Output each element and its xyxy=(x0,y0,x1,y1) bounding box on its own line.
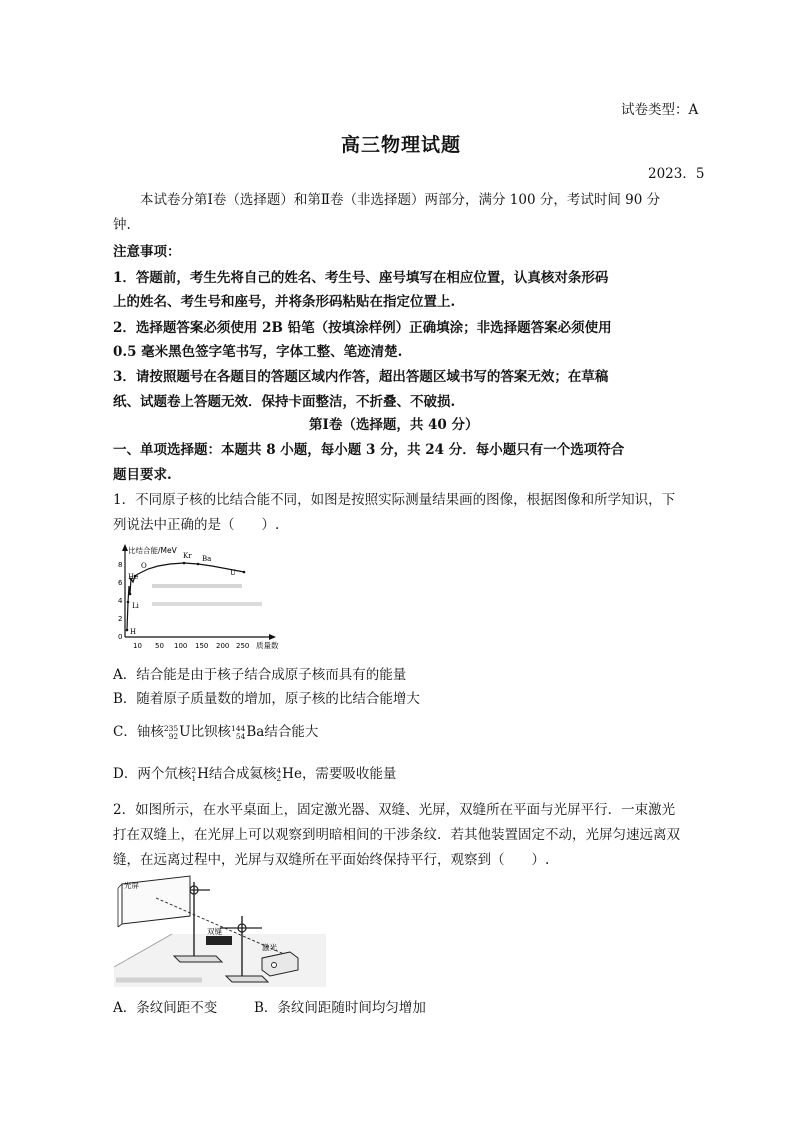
screen-label: 光屏 xyxy=(124,881,139,890)
U-atomic-number: 92 xyxy=(168,731,179,741)
page-title: 高三物理试题 xyxy=(341,134,462,156)
binding-energy-curve xyxy=(127,563,244,630)
note-1-line-2: 上的姓名、考生号和座号，并将条形码粘贴在指定位置上. xyxy=(113,294,456,310)
double-slit-figure xyxy=(112,872,327,990)
q2-stem-line-1: 2．如图所示，在水平桌面上，固定激光器、双缝、光屏，双缝所在平面与光屏平行．一束激光 xyxy=(113,802,676,818)
y-tick-6: 6 xyxy=(118,579,123,587)
double-slit xyxy=(206,936,232,945)
screen-side-3 xyxy=(118,924,122,927)
label-U: U xyxy=(230,569,236,577)
U-mass-number: 235 xyxy=(163,723,179,733)
y-tick-0: 0 xyxy=(118,633,123,641)
x-tick-10: 10 xyxy=(133,642,142,650)
H-mass-number: 2 xyxy=(191,765,197,775)
label-O: O xyxy=(141,562,147,570)
exam-date: 2023．5 xyxy=(648,166,705,182)
note-3-line-1: 3．请按照题号在各题目的答题区域内作答，超出答题区域书写的答案无效；在草稿 xyxy=(113,369,609,385)
laser-aperture xyxy=(272,963,277,968)
He-atomic-number: 2 xyxy=(276,773,282,783)
section-1-title: 第Ⅰ卷（选择题，共 40 分） xyxy=(309,417,479,433)
q1-option-d-mid: 结合成氦核 xyxy=(208,766,277,782)
q1-stem-line-1: 1．不同原子核的比结合能不同，如图是按照实际测量结果画的图像，根据图像和所学知识，下 xyxy=(113,492,676,508)
U-symbol: U xyxy=(179,724,191,740)
q1-option-d xyxy=(113,764,396,784)
label-Ba: Ba xyxy=(202,555,212,563)
Ba-atomic-number: 54 xyxy=(235,731,246,741)
x-tick-100: 100 xyxy=(174,642,188,650)
label-Li: Li xyxy=(132,602,139,610)
laser-label: 激光 xyxy=(262,943,277,952)
x-tick-250: 250 xyxy=(236,642,250,650)
q1-option-c-post: 结合能大 xyxy=(264,724,319,740)
note-2-line-2: 0.5 毫米黑色签字笔书写，字体工整、笔迹清楚. xyxy=(113,344,403,360)
label-Kr: Kr xyxy=(183,552,192,560)
y-tick-8: 8 xyxy=(118,561,123,569)
point-Kr xyxy=(183,562,186,565)
binding-energy-figure xyxy=(112,542,287,654)
x-tick-200: 200 xyxy=(216,642,230,650)
notes-heading: 注意事项： xyxy=(113,244,181,260)
He-symbol: He xyxy=(282,766,302,782)
Ba-symbol: Ba xyxy=(246,724,265,740)
H-symbol: H xyxy=(197,766,209,782)
point-H xyxy=(126,629,129,632)
note-1-line-1: 1．答题前，考生先将自己的姓名、考生号、座号填写在相应位置，认真核对条形码 xyxy=(113,270,609,286)
q1-option-d-pre: D．两个氘核 xyxy=(113,766,192,782)
slit-label: 双缝 xyxy=(207,927,222,936)
x-axis-label: 质量数 xyxy=(256,641,279,650)
q2-option-b: B．条纹间距随时间均匀增加 xyxy=(254,1000,426,1016)
point-Li-2 xyxy=(129,593,132,596)
q2-option-a: A．条纹间距不变 xyxy=(113,1000,218,1016)
note-3-line-2: 纸、试题卷上答题无效．保持卡面整洁，不折叠、不破损. xyxy=(113,394,456,410)
slit-stand-base xyxy=(226,976,268,982)
H-atomic-number: 1 xyxy=(191,773,197,783)
q1-option-c xyxy=(113,722,318,742)
label-He: He xyxy=(128,573,139,581)
q2-stem-line-3: 缝，在远离过程中，光屏与双缝所在平面始终保持平行，观察到（ ）. xyxy=(113,852,550,868)
q1-option-c-pre: C．铀核 xyxy=(113,724,164,740)
nuclide-Ba-index xyxy=(231,725,245,741)
He-mass-number: 4 xyxy=(276,765,282,775)
screen-side xyxy=(118,884,122,888)
q1-option-d-post: ，需要吸收能量 xyxy=(301,766,397,782)
intro-line-1: 本试卷分第Ⅰ卷（选择题）和第Ⅱ卷（非选择题）两部分，满分 100 分，考试时间 90 分 xyxy=(140,192,661,208)
Ba-mass-number: 144 xyxy=(231,723,246,733)
screen-stand-base xyxy=(174,956,222,962)
q1-option-c-mid: 比钡核 xyxy=(190,724,232,740)
nuclide-H-index xyxy=(191,767,196,783)
x-axis-arrow xyxy=(269,634,276,640)
label-H: H xyxy=(130,628,137,636)
point-Li xyxy=(127,601,130,604)
section-1-heading-line-1: 一、单项选择题：本题共 8 小题，每小题 3 分，共 24 分．每小题只有一个选项符合 xyxy=(113,442,625,458)
note-2-line-1: 2．选择题答案必须使用 2B 铅笔（按填涂样例）正确填涂；非选择题答案必须使用 xyxy=(113,320,612,336)
x-tick-150: 150 xyxy=(195,642,209,650)
nuclide-He-index xyxy=(276,767,281,783)
section-1-heading-line-2: 题目要求. xyxy=(113,467,172,483)
paper-type: 试卷类型：A xyxy=(621,102,699,118)
y-tick-4: 4 xyxy=(118,597,123,605)
point-Ba xyxy=(197,563,200,566)
q2-stem-line-2: 打在双缝上，在光屏上可以观察到明暗相间的干涉条纹．若其他装置固定不动，光屏匀速远离双 xyxy=(113,827,680,843)
intro-line-2: 钟. xyxy=(113,217,131,233)
q1-option-a: A．结合能是由于核子结合成原子核而具有的能量 xyxy=(113,667,407,683)
y-axis-label: 比结合能/MeV xyxy=(128,546,177,555)
q1-stem-line-2: 列说法中正确的是（ ）. xyxy=(113,517,280,533)
point-U xyxy=(243,571,246,574)
x-tick-50: 50 xyxy=(155,642,164,650)
y-tick-2: 2 xyxy=(118,615,123,623)
nuclide-U-index xyxy=(164,725,178,741)
q1-option-b: B．随着原子质量数的增加，原子核的比结合能增大 xyxy=(113,691,420,707)
